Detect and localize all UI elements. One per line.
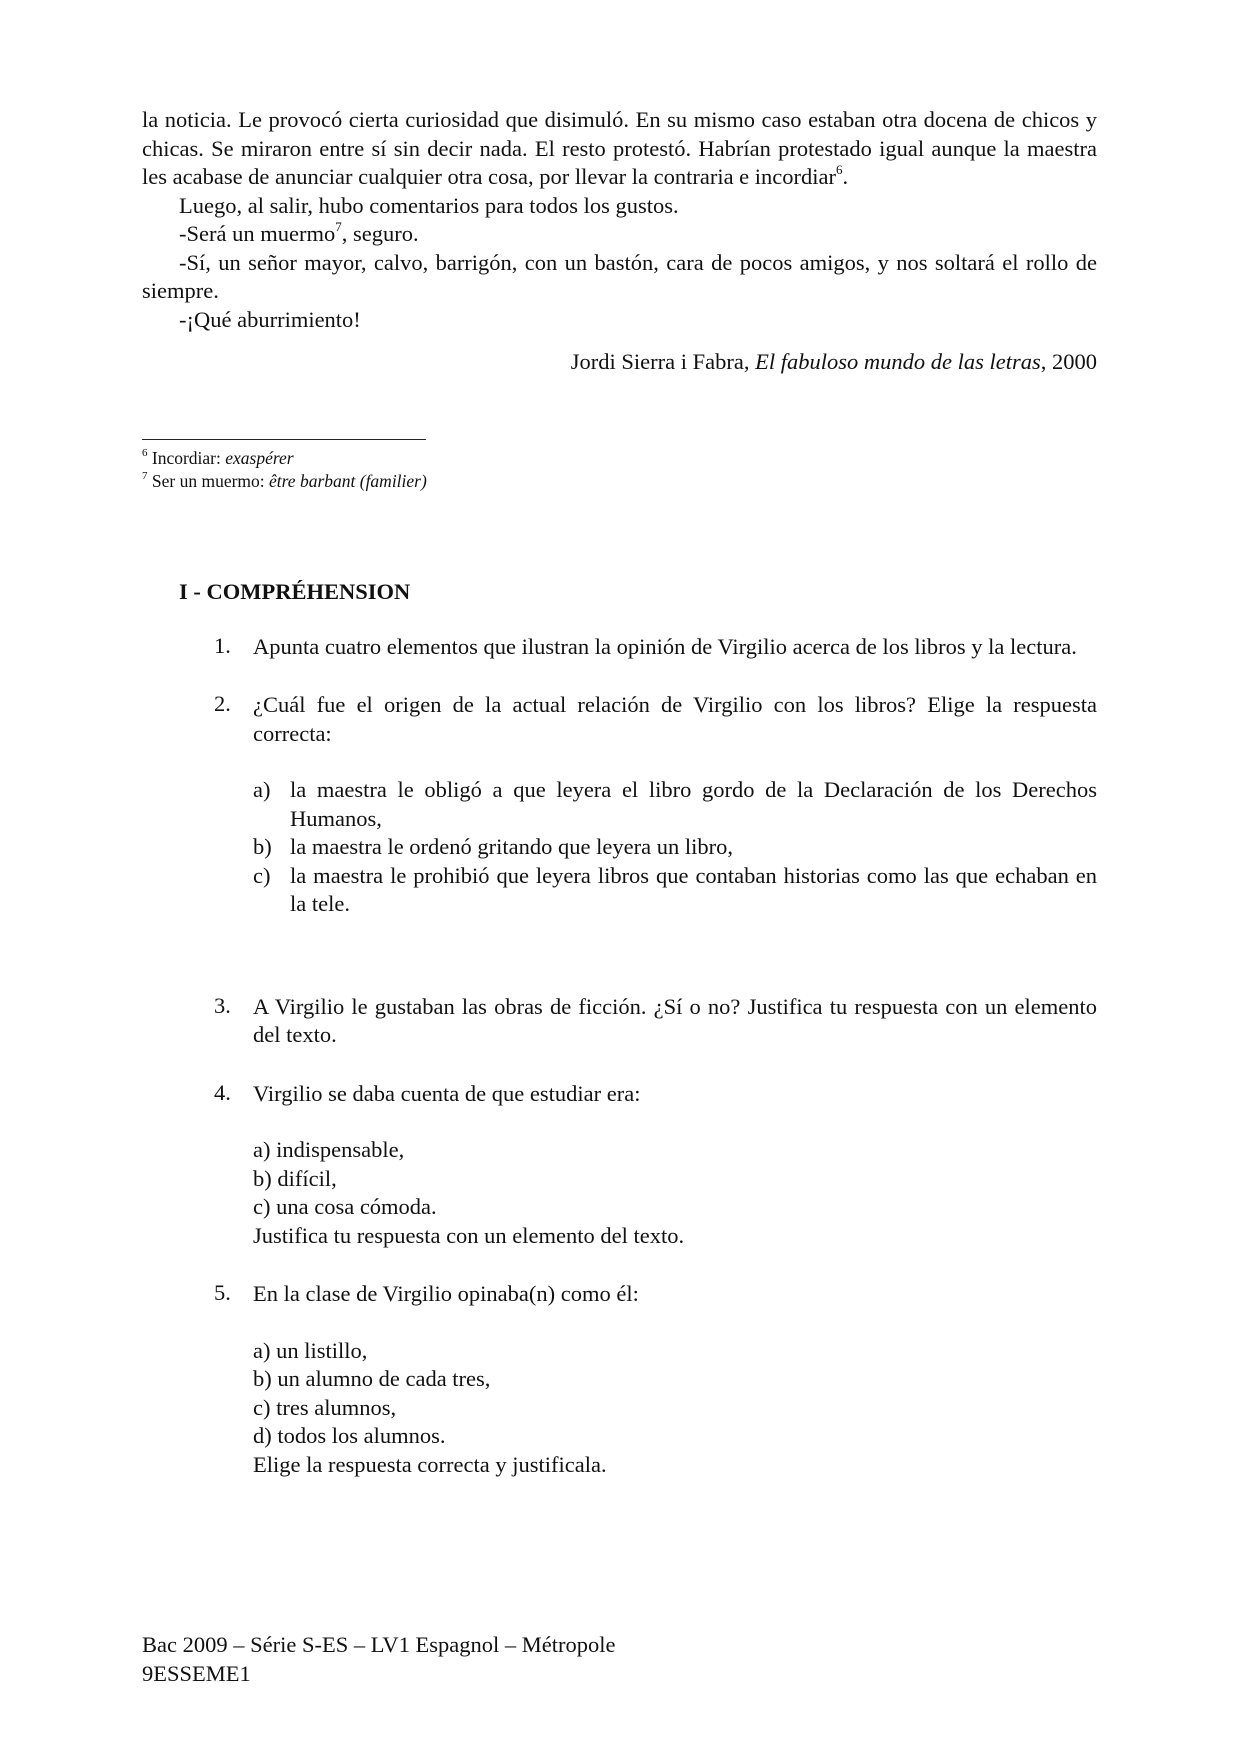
footer-exam-code: 9ESSEME1 (142, 1661, 251, 1686)
option-line: c) una cosa cómoda. (253, 1194, 437, 1219)
question-number: 5. (214, 1280, 231, 1305)
question-number: 2. (214, 691, 231, 716)
footnote-divider (142, 439, 426, 440)
footnote-7 (142, 470, 1097, 493)
source-author: Jordi Sierra i Fabra, (570, 349, 756, 374)
option-line: a) un listillo, (253, 1337, 368, 1363)
question-text: Virgilio se daba cuenta de que estudiar era: (253, 1080, 641, 1106)
passage-paragraph-1 (142, 106, 1097, 192)
footnote-term: Ser un muermo: (147, 470, 270, 491)
option-text: la maestra le prohibió que leyera libros que contaban historias como las que echaban en la tele. (290, 862, 1097, 916)
question-5 (216, 1280, 1097, 1479)
question-2 (216, 691, 1097, 919)
question-3 (216, 993, 1097, 1050)
passage-text: -Será un muermo (179, 221, 336, 246)
option-text: la maestra le ordenó gritando que leyera un libro, (290, 834, 733, 859)
footnote-ref-7: 7 (335, 218, 342, 234)
question-text: Apunta cuatro elementos que ilustran la opinión de Virgilio acerca de los libros y la lectura. (253, 633, 1077, 659)
option-line: b) difícil, (253, 1165, 337, 1191)
page-footer (142, 1630, 616, 1688)
document-page (142, 106, 1097, 1509)
footnote-ref-6: 6 (836, 161, 843, 177)
option-line: b) un alumno de cada tres, (253, 1366, 491, 1391)
passage-paragraph-3 (142, 220, 1097, 249)
answer-options (253, 1337, 1097, 1480)
question-number: 3. (214, 992, 231, 1018)
passage-text: . (842, 164, 849, 189)
footnote-number: 7 (142, 469, 148, 482)
section-title: I - COMPRÉHENSION (179, 578, 411, 604)
option-label: c) (253, 862, 271, 888)
footnote-6 (142, 447, 1097, 470)
question-text: En la clase de Virgilio opinaba(n) como él: (253, 1281, 639, 1306)
option-label: b) (253, 834, 272, 859)
option-label: a) (253, 777, 271, 802)
footnotes (142, 447, 1097, 493)
answer-options (253, 776, 1097, 919)
footnote-meaning: exaspérer (225, 447, 294, 468)
answer-option (253, 862, 1097, 919)
option-text: la maestra le obligó a que leyera el libro gordo de la Declaración de los Derechos Humanos, (290, 777, 1097, 831)
question-text: A Virgilio le gustaban las obras de ficción. ¿Sí o no? Justifica tu respuesta con un elemento del texto. (253, 993, 1097, 1047)
question-number: 1. (214, 632, 231, 658)
footer-exam-title: Bac 2009 – Série S-ES – LV1 Espagnol – Métropole (142, 1632, 616, 1657)
question-1 (216, 633, 1097, 662)
option-line: a) indispensable, (253, 1137, 405, 1162)
footnote-term: Incordiar: (147, 447, 226, 468)
option-line: c) tres alumnos, (253, 1394, 397, 1420)
passage-text: la noticia. Le provocó cierta curiosidad que disimuló. En su mismo caso estaban otra docena de chicos y chicas. Se miraron entre sí sin decir nada. El resto protestó. Habrían protestado igual aunque la maestra les acabase de anunciar cualquier otra cosa, por llevar la contraria e incordiar (142, 107, 1097, 189)
passage-text: , seguro. (341, 221, 419, 246)
question-number: 4. (214, 1079, 231, 1105)
answer-option (253, 833, 1097, 862)
question-4 (216, 1080, 1097, 1251)
instruction-line: Elige la respuesta correcta y justificala. (253, 1451, 607, 1477)
passage-paragraph-4: -Sí, un señor mayor, calvo, barrigón, con un bastón, cara de pocos amigos, y nos soltará el rollo de siempre. (142, 249, 1097, 303)
instruction-line: Justifica tu respuesta con un elemento del texto. (253, 1222, 685, 1248)
source-citation (142, 348, 1097, 377)
passage-paragraph-5: -¡Qué aburrimiento! (179, 306, 361, 332)
question-list (216, 633, 1097, 1480)
answer-options (253, 1136, 1097, 1250)
source-title: El fabuloso mundo de las letras (755, 349, 1041, 374)
question-text: ¿Cuál fue el origen de la actual relación de Virgilio con los libros? Elige la respuesta correcta: (253, 692, 1097, 746)
footnote-meaning: être barbant (familier) (269, 470, 427, 491)
option-line: d) todos los alumnos. (253, 1423, 446, 1448)
passage-paragraph-2: Luego, al salir, hubo comentarios para todos los gustos. (179, 192, 679, 218)
source-year: , 2000 (1040, 349, 1097, 374)
footnote-number: 6 (142, 446, 148, 459)
answer-option (253, 776, 1097, 833)
